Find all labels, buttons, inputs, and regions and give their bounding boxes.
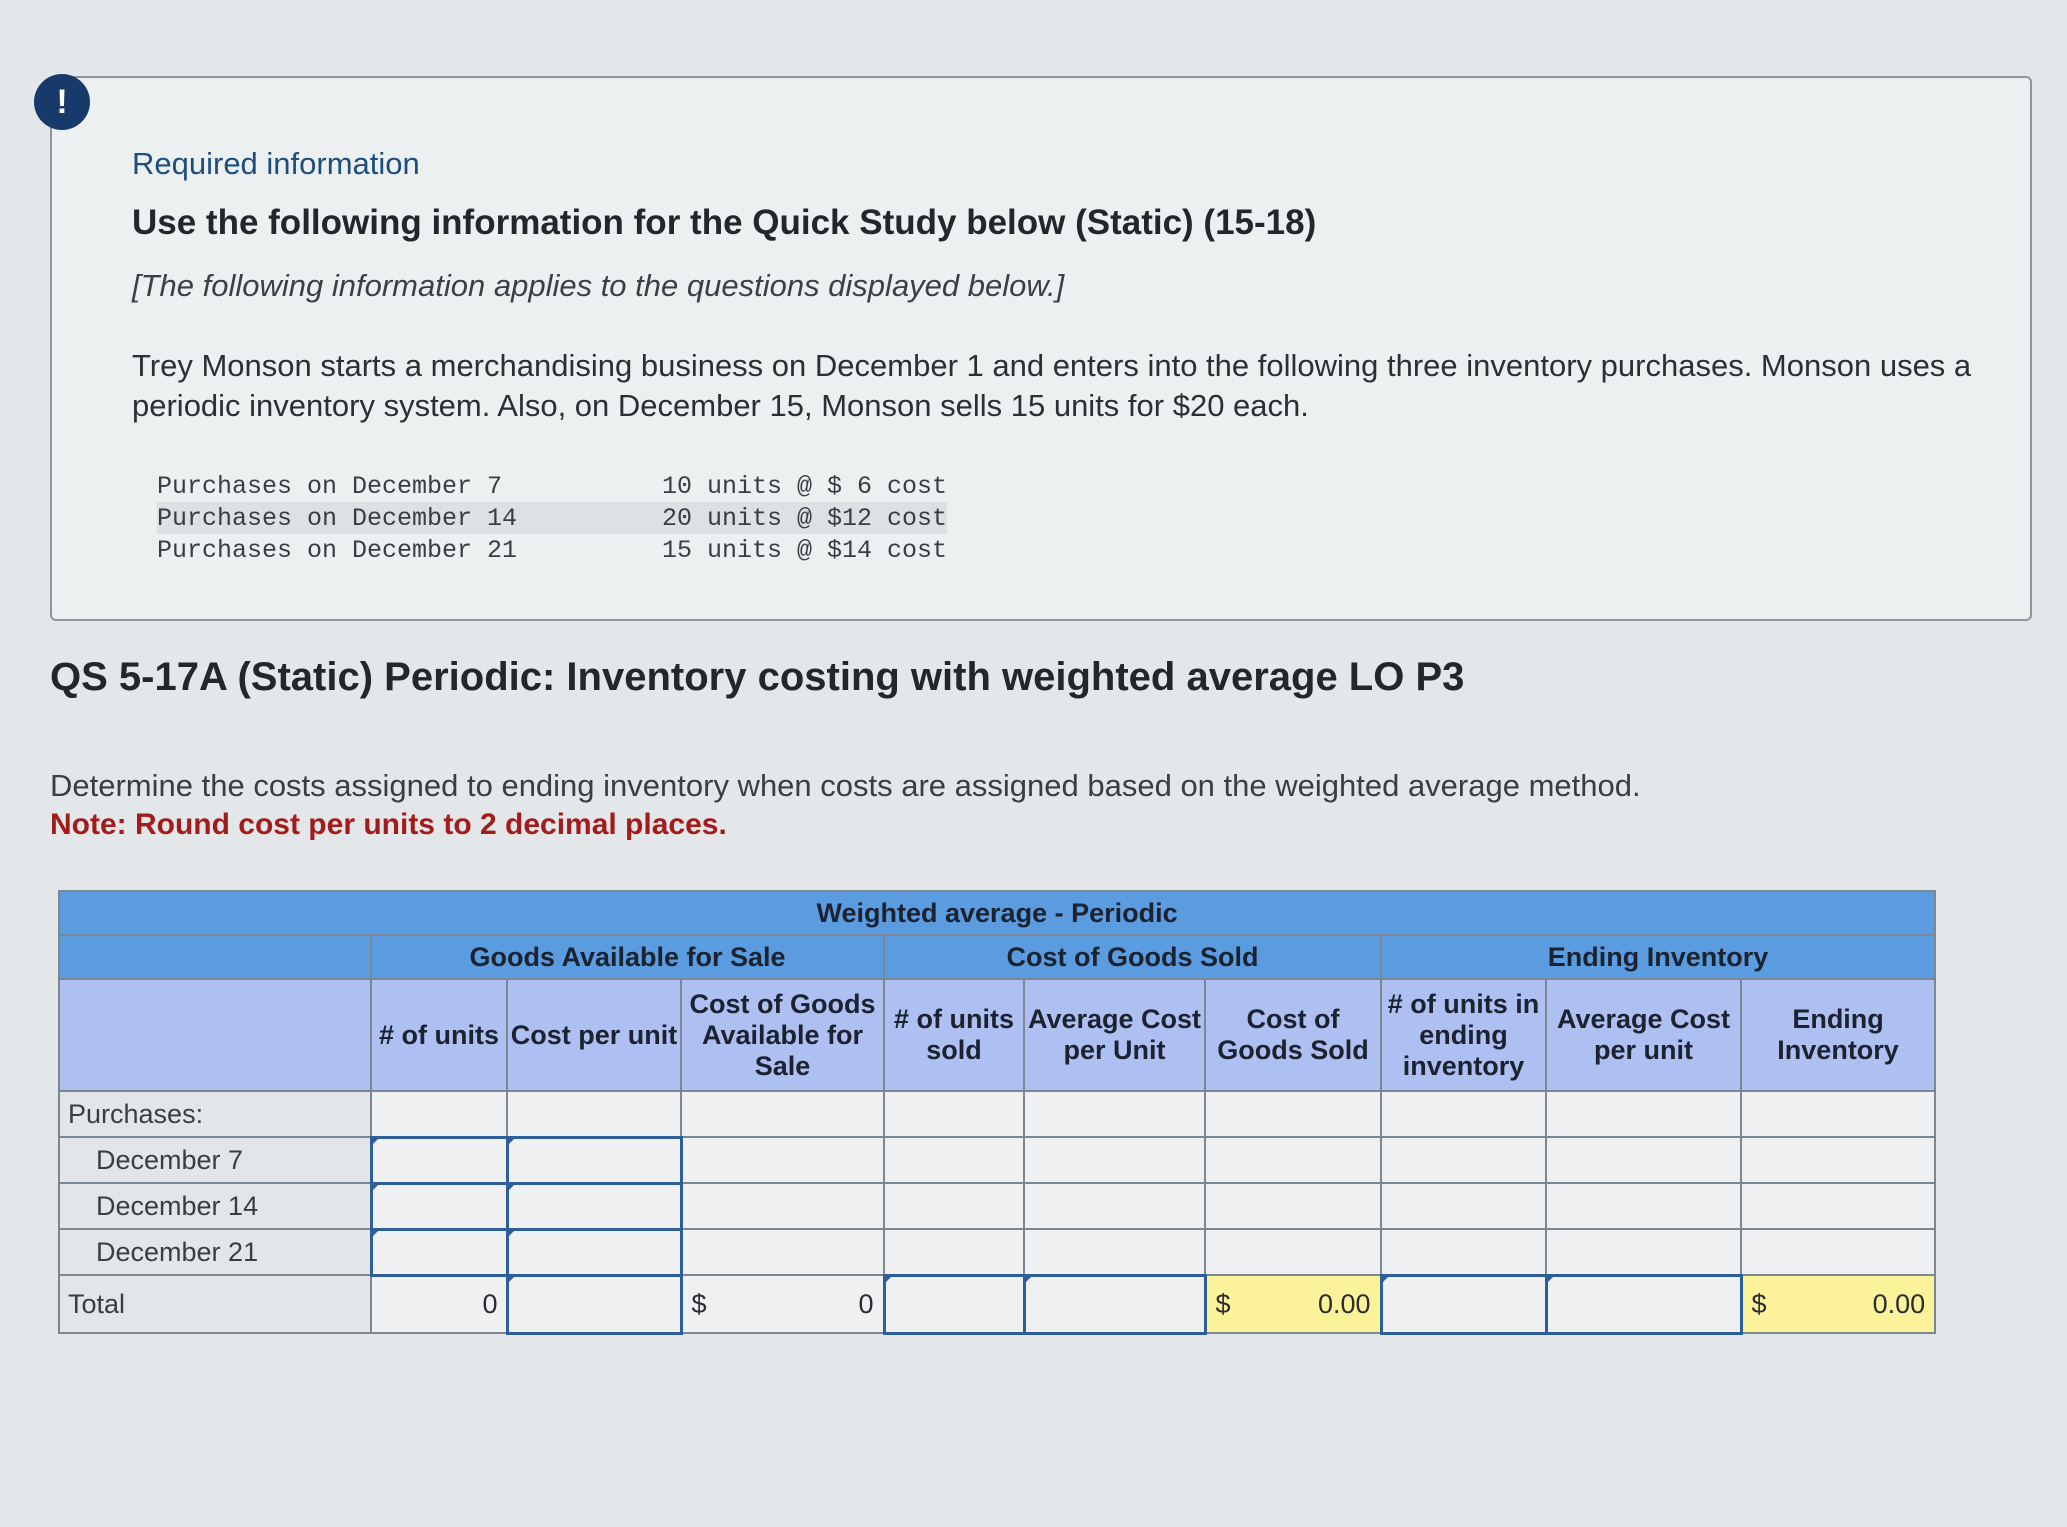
units-sold-input[interactable]	[884, 1275, 1024, 1333]
table-row	[59, 1183, 1935, 1229]
col-cogs: Cost of Goods Sold	[1205, 979, 1381, 1091]
col-ending-inventory: Ending Inventory	[1741, 979, 1935, 1091]
question-instruction: Determine the costs assigned to ending inventory when costs are assigned based on the weighted average method.	[50, 768, 1641, 803]
purchases-list	[157, 470, 947, 566]
blank-header	[59, 935, 371, 979]
currency-symbol: $	[691, 1288, 707, 1319]
required-info-panel	[50, 76, 2032, 621]
purchase-label: Purchases on December 21	[157, 535, 518, 565]
group-ending-inventory: Ending Inventory	[1381, 935, 1935, 979]
table-row	[59, 1091, 1935, 1137]
group-goods-available: Goods Available for Sale	[371, 935, 884, 979]
empty-cell	[1741, 1229, 1935, 1275]
empty-cell	[884, 1091, 1024, 1137]
empty-cell	[681, 1229, 884, 1275]
blank-column-header	[59, 979, 371, 1091]
avg-cost-ending-input[interactable]	[1546, 1275, 1741, 1333]
empty-cell	[1381, 1183, 1546, 1229]
currency-symbol: $	[1215, 1288, 1231, 1319]
empty-cell	[1741, 1183, 1935, 1229]
col-avg-cost-unit: Average Cost per Unit	[1024, 979, 1205, 1091]
cogs-total-value: 0.00	[1317, 1288, 1371, 1319]
purchase-row	[157, 470, 947, 502]
empty-cell	[681, 1137, 884, 1183]
table-row	[59, 1137, 1935, 1183]
alert-icon: !	[34, 74, 90, 130]
row-label-total: Total	[59, 1275, 371, 1333]
empty-cell	[884, 1229, 1024, 1275]
empty-cell	[1205, 1137, 1381, 1183]
applies-note: [The following information applies to the questions displayed below.]	[132, 268, 1065, 303]
ending-inventory-cell	[1741, 1275, 1935, 1333]
empty-cell	[1024, 1183, 1205, 1229]
dec7-cost-per-unit-input[interactable]	[507, 1137, 681, 1183]
col-avg-cost-per-unit: Average Cost per unit	[1546, 979, 1741, 1091]
row-label-purchases: Purchases:	[59, 1091, 371, 1137]
purchase-detail: 20 units @ $12 cost	[662, 503, 948, 533]
empty-cell	[1381, 1229, 1546, 1275]
col-units-sold: # of units sold	[884, 979, 1024, 1091]
units-ending-input[interactable]	[1381, 1275, 1546, 1333]
purchase-row	[157, 534, 947, 566]
empty-cell	[1024, 1137, 1205, 1183]
purchase-label: Purchases on December 14	[157, 502, 662, 534]
empty-cell	[1546, 1183, 1741, 1229]
row-label-dec7: December 7	[59, 1137, 371, 1183]
empty-cell	[1205, 1091, 1381, 1137]
info-title: Use the following information for the Quick Study below (Static) (15-18)	[132, 203, 1317, 242]
scenario-text: Trey Monson starts a merchandising business on December 1 and enters into the following three inventory purchases. Monson uses a periodic inventory system. Also, on December 15, Monson sells 15 units for $20 each.	[132, 348, 1972, 423]
col-cost-per-unit: Cost per unit	[507, 979, 681, 1091]
dec14-units-input[interactable]	[371, 1183, 507, 1229]
empty-cell	[884, 1137, 1024, 1183]
total-units-value: 0	[371, 1275, 507, 1333]
dec7-units-input[interactable]	[371, 1137, 507, 1183]
dec21-cost-per-unit-input[interactable]	[507, 1229, 681, 1275]
empty-cell	[1546, 1091, 1741, 1137]
dec21-units-input[interactable]	[371, 1229, 507, 1275]
col-cost-available: Cost of Goods Available for Sale	[681, 979, 884, 1091]
purchase-detail: 10 units @ $ 6 cost	[662, 471, 948, 501]
rounding-note: Note: Round cost per units to 2 decimal places.	[50, 808, 727, 841]
empty-cell	[1546, 1137, 1741, 1183]
empty-cell	[1741, 1091, 1935, 1137]
empty-cell	[1024, 1229, 1205, 1275]
dec14-cost-per-unit-input[interactable]	[507, 1183, 681, 1229]
empty-cell	[1205, 1183, 1381, 1229]
required-info-label: Required information	[132, 146, 420, 181]
table-row	[59, 1229, 1935, 1275]
empty-cell	[1381, 1137, 1546, 1183]
empty-cell	[371, 1091, 507, 1137]
col-units: # of units	[371, 979, 507, 1091]
empty-cell	[1024, 1091, 1205, 1137]
purchase-row	[157, 502, 947, 534]
row-label-dec21: December 21	[59, 1229, 371, 1275]
empty-cell	[681, 1091, 884, 1137]
cogs-total-cell	[1205, 1275, 1381, 1333]
purchase-label: Purchases on December 7	[157, 471, 503, 501]
empty-cell	[1381, 1091, 1546, 1137]
col-units-ending: # of units in ending inventory	[1381, 979, 1546, 1091]
empty-cell	[1741, 1137, 1935, 1183]
empty-cell	[884, 1183, 1024, 1229]
weighted-average-table	[58, 890, 1936, 1335]
question-title: QS 5-17A (Static) Periodic: Inventory costing with weighted average LO P3	[50, 655, 1465, 699]
group-cost-of-goods-sold: Cost of Goods Sold	[884, 935, 1381, 979]
currency-symbol: $	[1751, 1288, 1767, 1319]
avg-cost-per-unit-sold-input[interactable]	[1024, 1275, 1205, 1333]
table-row-total	[59, 1275, 1935, 1333]
table-title: Weighted average - Periodic	[59, 891, 1935, 935]
purchase-detail: 15 units @ $14 cost	[662, 535, 948, 565]
empty-cell	[1205, 1229, 1381, 1275]
ending-inventory-value: 0.00	[1872, 1288, 1926, 1319]
empty-cell	[681, 1183, 884, 1229]
empty-cell	[507, 1091, 681, 1137]
row-label-dec14: December 14	[59, 1183, 371, 1229]
total-cost-available-cell	[681, 1275, 884, 1333]
total-cost-available-value: 0	[858, 1288, 874, 1319]
total-cost-per-unit-input[interactable]	[507, 1275, 681, 1333]
empty-cell	[1546, 1229, 1741, 1275]
